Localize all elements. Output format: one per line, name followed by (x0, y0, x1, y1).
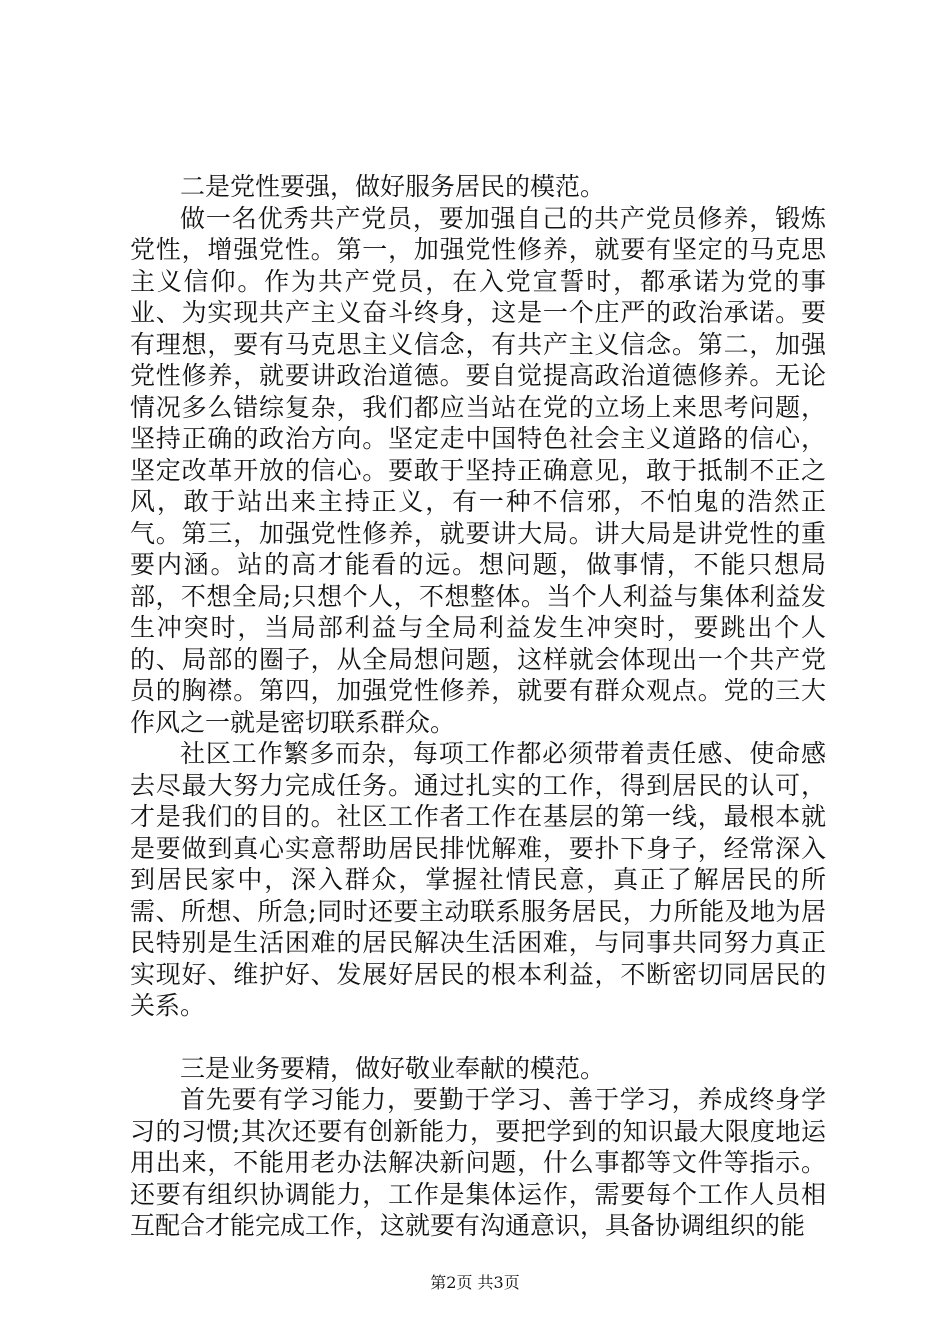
paragraph-community-work: 社区工作繁多而杂，每项工作都必须带着责任感、使命感去尽最大努力完成任务。通过扎实的工作，得到居民的认可，才是我们的目的。社区工作者工作在基层的第一线，最根本就是要做到真心实意帮助居民排忧解难，要扑下身子，经常深入到居民家中，深入群众，掌握社情民意，真正了解居民的所需、所想、所急;同时还要主动联系服务居民，力所能及地为居民特别是生活困难的居民解决生活困难，与同事共同努力真正实现好、维护好、发展好居民的根本利益，不断密切同居民的关系。 (130, 739, 826, 1020)
paragraph-spacer (130, 1022, 826, 1053)
paragraph-party-spirit-cultivation: 做一名优秀共产党员，要加强自己的共产党员修养，锻炼党性，增强党性。第一，加强党性修养，就要有坚定的马克思主义信仰。作为共产党员，在入党宣誓时，都承诺为党的事业、为实现共产主义奋斗终身，这是一个庄严的政治承诺。要有理想，要有马克思主义信念，有共产主义信念。第二，加强党性修养，就要讲政治道德。要自觉提高政治道德修养。无论情况多么错综复杂，我们都应当站在党的立场上来思考问题，坚持正确的政治方向。坚定走中国特色社会主义道路的信心，坚定改革开放的信心。要敢于坚持正确意见，敢于抵制不正之风，敢于站出来主持正义，有一种不信邪，不怕鬼的浩然正气。第三，加强党性修养，就要讲大局。讲大局是讲党性的重要内涵。站的高才能看的远。想问题，做事情，不能只想局部，不想全局;只想个人，不想整体。当个人利益与集体利益发生冲突时，当局部利益与全局利益发生冲突时，要跳出个人的、局部的圈子，从全局想问题，这样就会体现出一个共产党员的胸襟。第四，加强党性修养，就要有群众观点。党的三大作风之一就是密切联系群众。 (130, 203, 826, 737)
page-footer-number: 第2页 共3页 (430, 1273, 520, 1292)
section-heading-party-spirit: 二是党性要强，做好服务居民的模范。 (180, 172, 606, 201)
section-heading-professional-skill: 三是业务要精，做好敬业奉献的模范。 (180, 1053, 606, 1083)
paragraph-learning-ability: 首先要有学习能力，要勤于学习、善于学习，养成终身学习的习惯;其次还要有创新能力，要把学到的知识最大限度地运用出来，不能用老办法解决新问题，什么事都等文件等指示。还要有组织协调能力，工作是集体运作，需要每个工作人员相互配合才能完成工作，这就要有沟通意识，具备协调组织的能 (130, 1085, 826, 1240)
document-body (130, 171, 826, 1242)
